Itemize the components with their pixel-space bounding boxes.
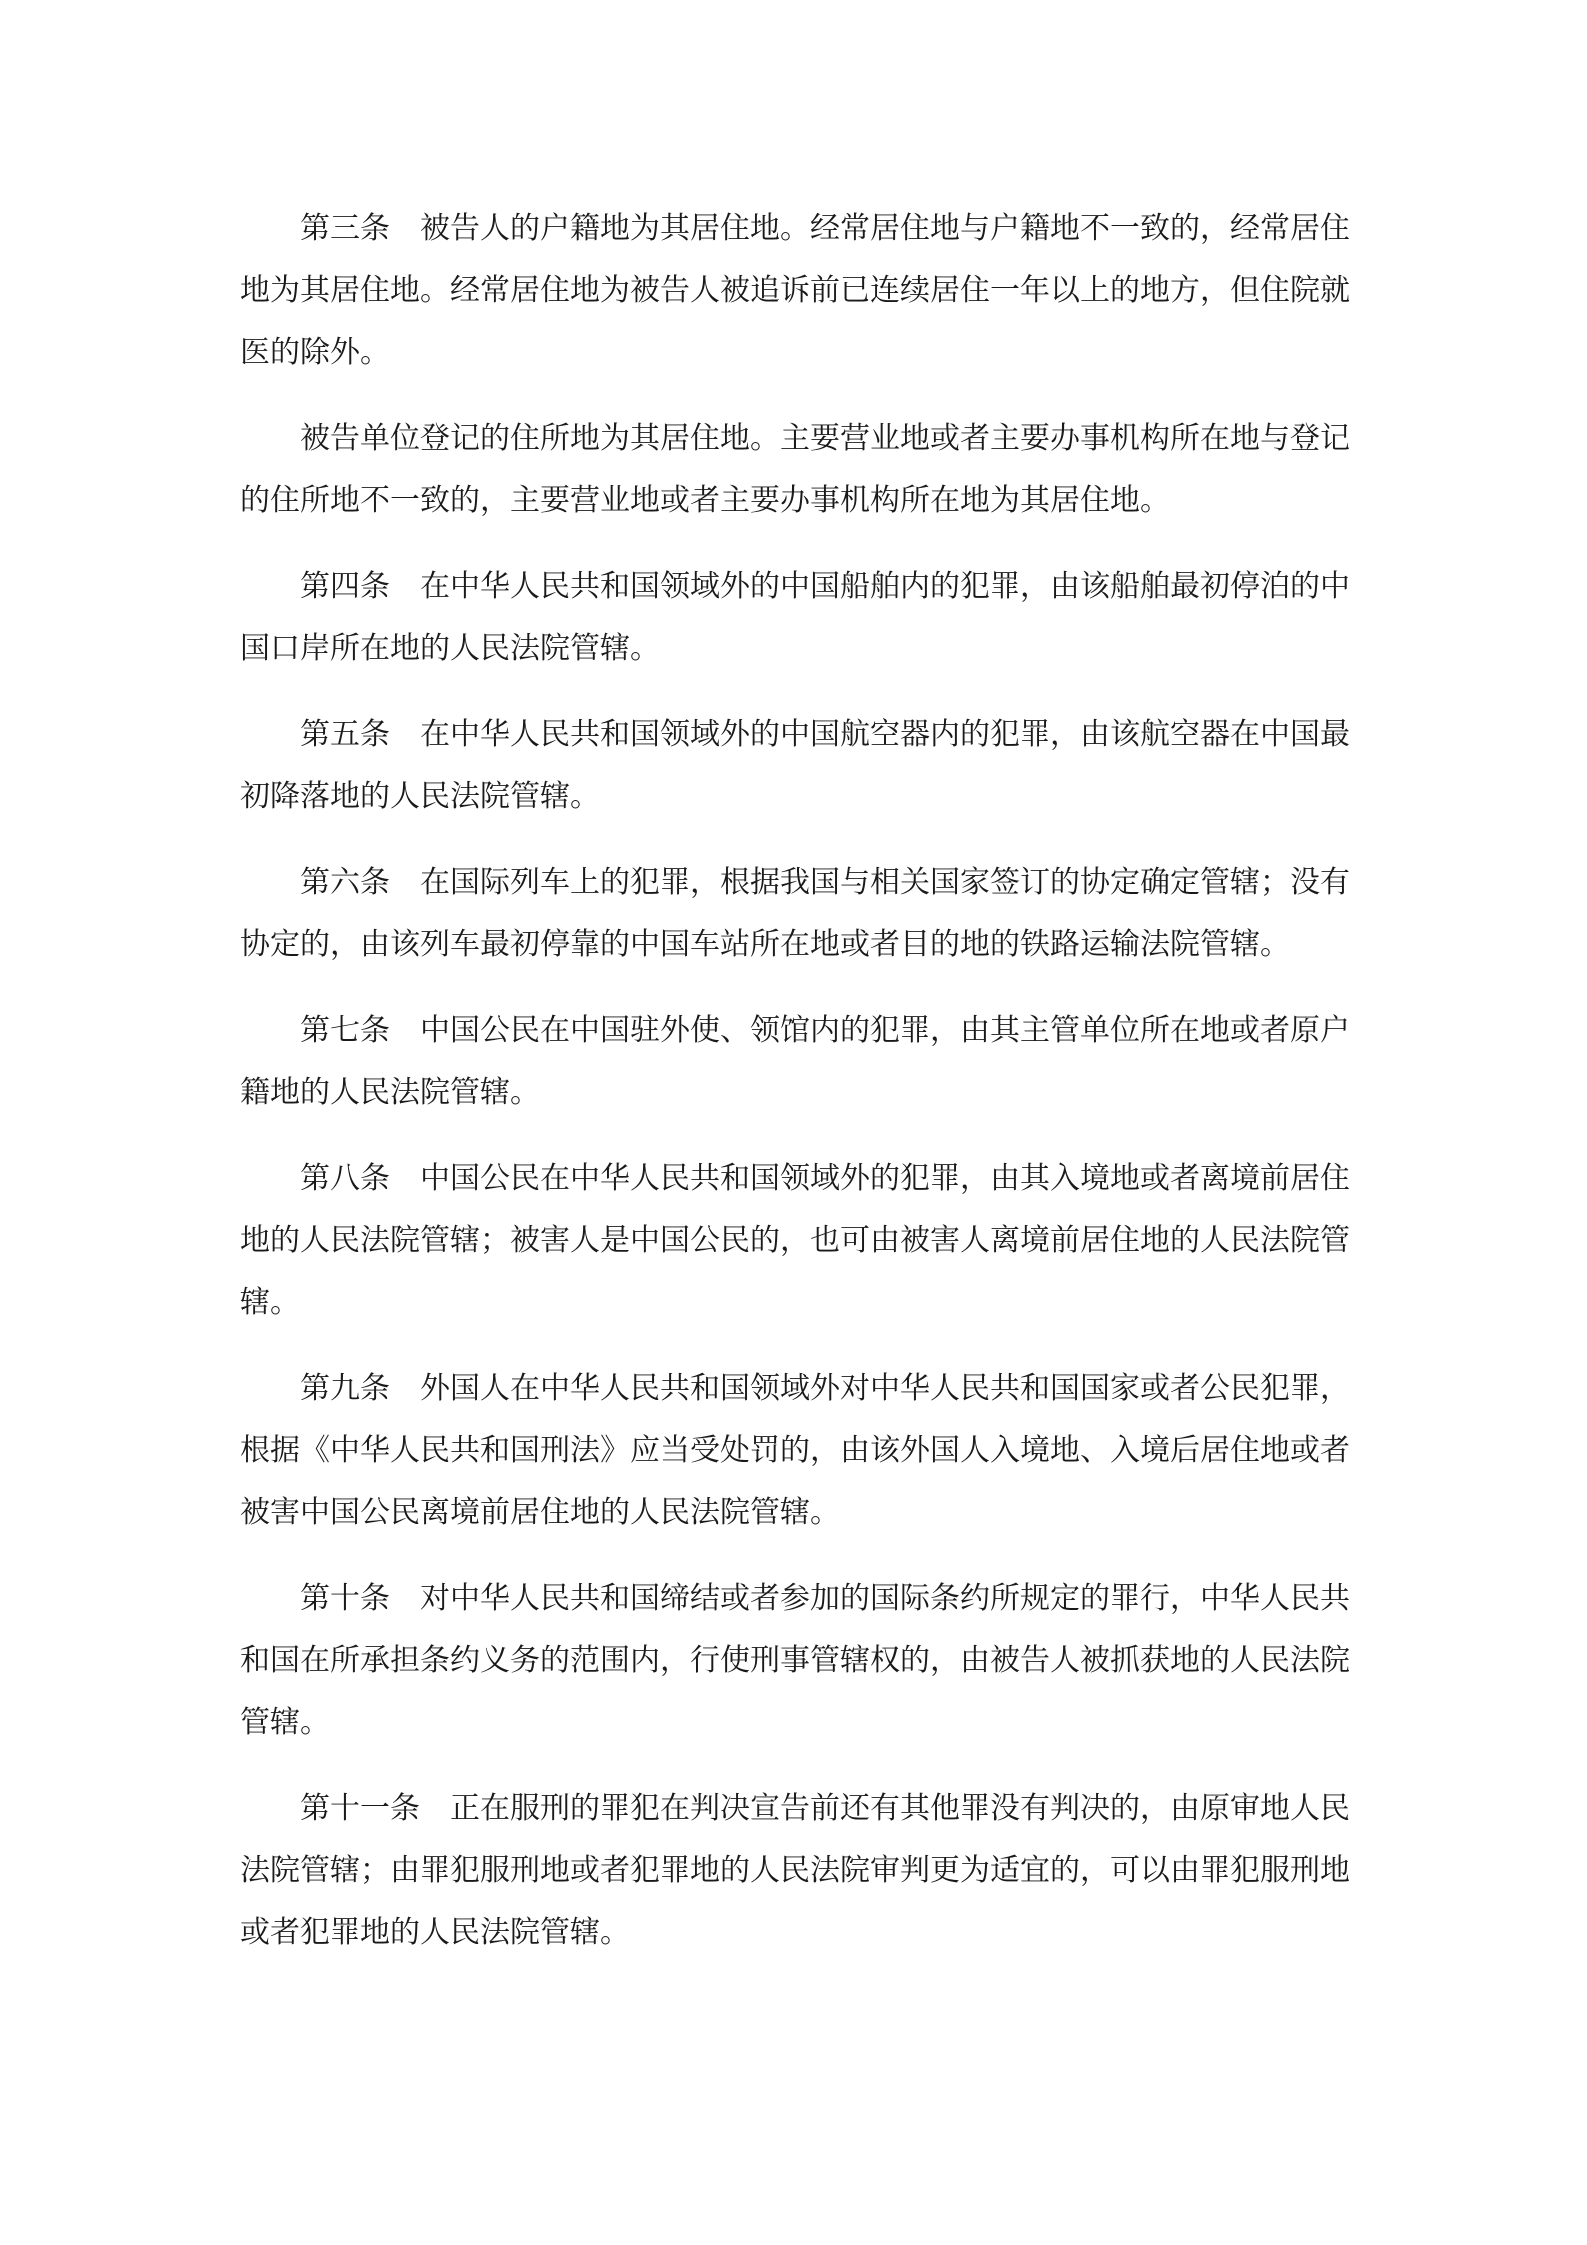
article-number: 第十一条 bbox=[300, 1791, 420, 1826]
paragraph-text: 被告单位登记的住所地为其居住地。主要营业地或者主要办事机构所在地与登记的住所地不一致的，主要营业地或者主要办事机构所在地为其居住地。 bbox=[240, 421, 1350, 518]
article-number: 第七条 bbox=[300, 1013, 390, 1048]
document-body bbox=[240, 198, 1350, 1988]
paragraph-article-3-cont bbox=[240, 408, 1350, 532]
article-number: 第九条 bbox=[300, 1371, 390, 1406]
paragraph-text: 被告人的户籍地为其居住地。经常居住地与户籍地不一致的，经常居住地为其居住地。经常居住地为被告人被追诉前已连续居住一年以上的地方，但住院就医的除外。 bbox=[240, 211, 1350, 370]
paragraph-text: 对中华人民共和国缔结或者参加的国际条约所规定的罪行，中华人民共和国在所承担条约义务的范围内，行使刑事管辖权的，由被告人被抓获地的人民法院管辖。 bbox=[240, 1581, 1350, 1740]
paragraph-text: 中国公民在中华人民共和国领域外的犯罪，由其入境地或者离境前居住地的人民法院管辖；被害人是中国公民的，也可由被害人离境前居住地的人民法院管辖。 bbox=[240, 1161, 1350, 1320]
article-number: 第十条 bbox=[300, 1581, 390, 1616]
paragraph-text: 在中华人民共和国领域外的中国船舶内的犯罪，由该船舶最初停泊的中国口岸所在地的人民法院管辖。 bbox=[240, 569, 1350, 666]
paragraph-text: 在中华人民共和国领域外的中国航空器内的犯罪，由该航空器在中国最初降落地的人民法院管辖。 bbox=[240, 717, 1350, 814]
paragraph-article-6 bbox=[240, 852, 1350, 976]
paragraph-text: 在国际列车上的犯罪，根据我国与相关国家签订的协定确定管辖；没有协定的，由该列车最初停靠的中国车站所在地或者目的地的铁路运输法院管辖。 bbox=[240, 865, 1350, 962]
article-number: 第三条 bbox=[300, 211, 390, 246]
paragraph-text: 中国公民在中国驻外使、领馆内的犯罪，由其主管单位所在地或者原户籍地的人民法院管辖。 bbox=[240, 1013, 1350, 1110]
paragraph-article-7 bbox=[240, 1000, 1350, 1124]
paragraph-article-3 bbox=[240, 198, 1350, 384]
paragraph-article-9 bbox=[240, 1358, 1350, 1544]
paragraph-article-4 bbox=[240, 556, 1350, 680]
paragraph-article-11 bbox=[240, 1778, 1350, 1964]
paragraph-text: 外国人在中华人民共和国领域外对中华人民共和国国家或者公民犯罪，根据《中华人民共和国刑法》应当受处罚的，由该外国人入境地、入境后居住地或者被害中国公民离境前居住地的人民法院管辖。 bbox=[240, 1371, 1350, 1530]
article-number: 第八条 bbox=[300, 1161, 390, 1196]
paragraph-text: 正在服刑的罪犯在判决宣告前还有其他罪没有判决的，由原审地人民法院管辖；由罪犯服刑地或者犯罪地的人民法院审判更为适宜的，可以由罪犯服刑地或者犯罪地的人民法院管辖。 bbox=[240, 1791, 1350, 1950]
article-number: 第四条 bbox=[300, 569, 390, 604]
paragraph-article-8 bbox=[240, 1148, 1350, 1334]
article-number: 第六条 bbox=[300, 865, 390, 900]
paragraph-article-10 bbox=[240, 1568, 1350, 1754]
article-number: 第五条 bbox=[300, 717, 390, 752]
paragraph-article-5 bbox=[240, 704, 1350, 828]
